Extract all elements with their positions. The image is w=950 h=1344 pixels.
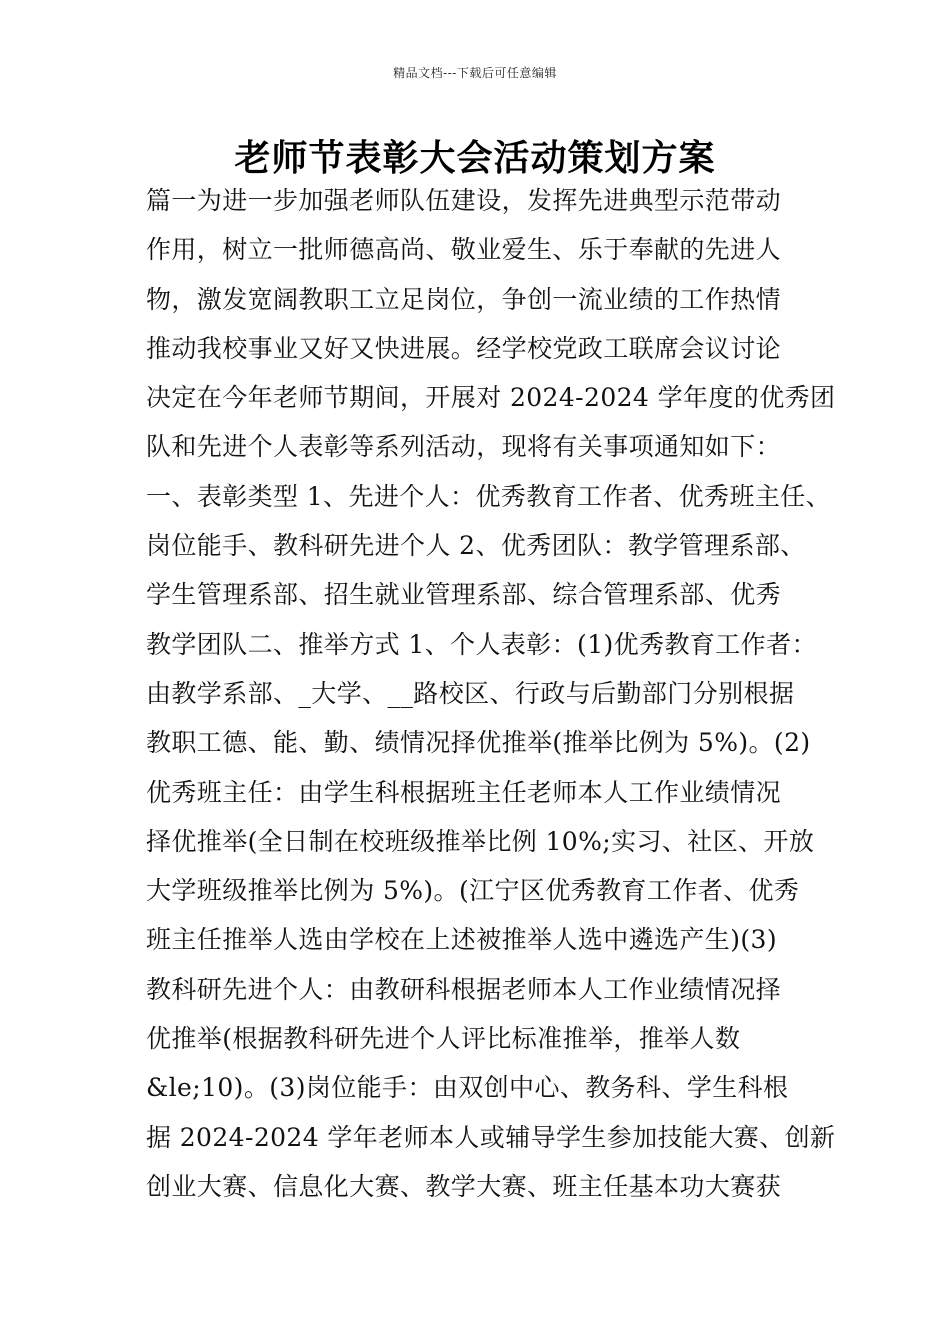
text-line: 队和先进个人表彰等系列活动，现将有关事项通知如下： — [146, 432, 782, 462]
text-line: 班主任推举人选由学校在上述被推举人选中遴选产生)(3) — [146, 925, 777, 955]
text-line: 推动我校事业又好又快进展。经学校党政工联席会议讨论 — [146, 333, 782, 363]
text-line: 教科研先进个人：由教研科根据老师本人工作业绩情况择 — [146, 974, 782, 1004]
text-line: 优秀班主任：由学生科根据班主任老师本人工作业绩情况 — [146, 777, 782, 807]
text-line: 据 2024-2024 学年老师本人或辅导学生参加技能大赛、创新 — [146, 1122, 836, 1152]
text-line: 作用，树立一批师德高尚、敬业爱生、乐于奉献的先进人 — [146, 235, 782, 265]
text-line: 优推举(根据教科研先进个人评比标准推举，推举人数 — [146, 1024, 741, 1054]
text-line: 一、表彰类型 1、先进个人：优秀教育工作者、优秀班主任、 — [146, 481, 832, 511]
text-line: 创业大赛、信息化大赛、教学大赛、班主任基本功大赛获 — [146, 1171, 782, 1201]
text-line: 学生管理系部、招生就业管理系部、综合管理系部、优秀 — [146, 580, 782, 610]
header-note: 精品文档---下载后可任意编辑 — [393, 66, 557, 80]
body-text — [146, 176, 836, 1211]
text-line: 决定在今年老师节期间，开展对 2024-2024 学年度的优秀团 — [146, 383, 836, 413]
text-line: &le;10)。(3)岗位能手：由双创中心、教务科、学生科根 — [146, 1073, 789, 1103]
text-line: 大学班级推举比例为 5%)。(江宁区优秀教育工作者、优秀 — [146, 876, 800, 906]
text-line: 教学团队二、推举方式 1、个人表彰：(1)优秀教育工作者： — [146, 629, 817, 659]
document-title: 老师节表彰大会活动策划方案 — [234, 137, 716, 179]
text-line: 岗位能手、教科研先进个人 2、优秀团队：教学管理系部、 — [146, 531, 806, 561]
text-line: 择优推举(全日制在校班级推举比例 10%;实习、社区、开放 — [146, 826, 815, 856]
text-line: 篇一为进一步加强老师队伍建设，发挥先进典型示范带动 — [146, 186, 782, 215]
text-line: 教职工德、能、勤、绩情况择优推举(推举比例为 5%)。(2) — [146, 728, 811, 758]
text-line: 物，激发宽阔教职工立足岗位，争创一流业绩的工作热情 — [146, 284, 782, 314]
text-line: 由教学系部、_大学、__路校区、行政与后勤部门分别根据 — [146, 678, 795, 708]
